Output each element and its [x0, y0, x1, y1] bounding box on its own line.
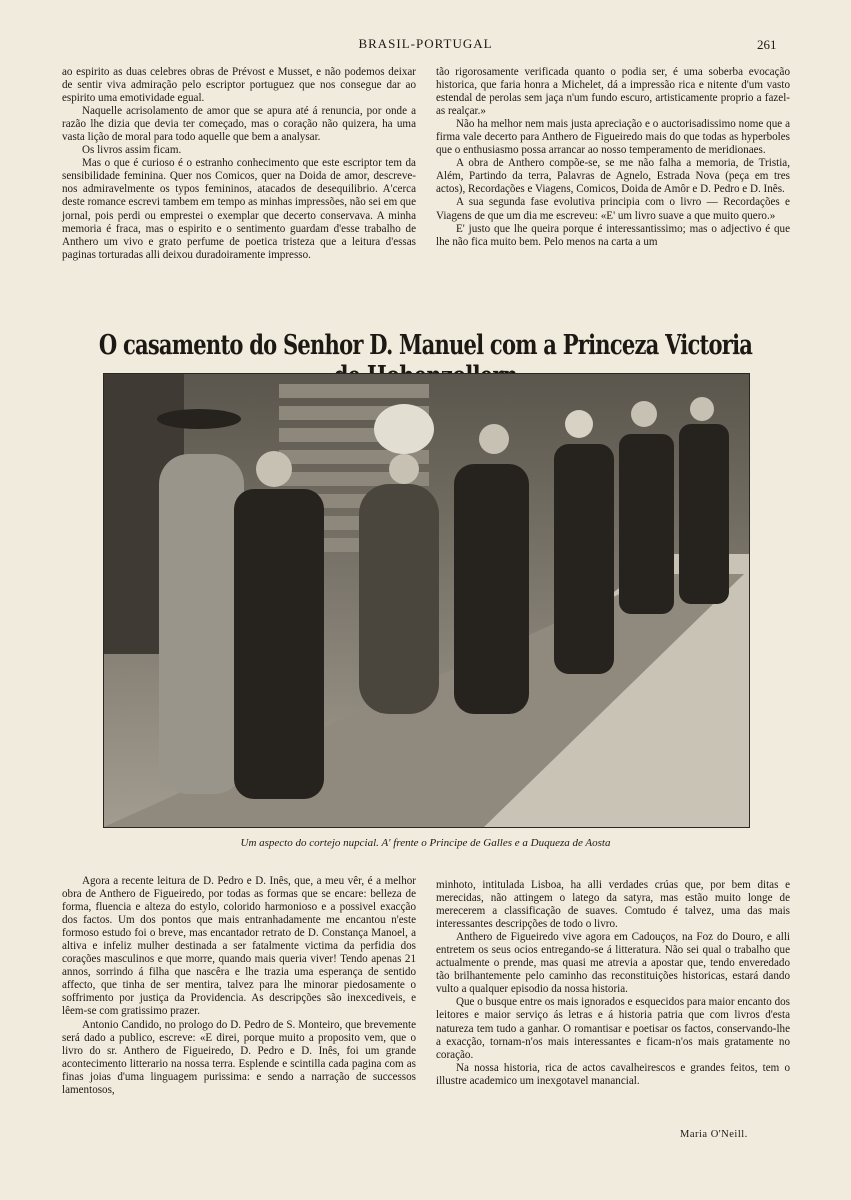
paragraph: Que o busque entre os mais ignorados e esquecidos para maior encanto dos leitores e maior serviço ás letras e á historia patria que com livros d'esta natureza tem tudo a ganhar. O romantisar e poetisar os factos, conservando-lhe a exacção, tornam-n'os mais interessantes e ficam-n'os mais gratamente no coração.: [436, 996, 790, 1061]
paragraph: Os livros assim ficam.: [82, 144, 182, 157]
paragraph: tão rigorosamente verificada quanto o podia ser, é uma soberba evocação historica, que faria honra a Michelet, dá a impressão rica e nitente d'um vasto estendal de perolas sem jaça n'um fundo escuro, artisticamente proprio a fazel-as realçar.»: [436, 66, 790, 118]
paragraph: Anthero de Figueiredo vive agora em Cadouços, na Foz do Douro, e alli entretem os seus ocios entregando-se á litteratura. Não sei qual o trabalho que actualmente o prende, mas quasi me atrevia a apostar que, tendo enveredado tão brilhantemente pelo caminho das reconstituições historicas, estará dando vulto a qualquer episodio da nossa historia.: [436, 931, 790, 996]
paragraph: ao espirito as duas celebres obras de Prévost e Musset, e não podemos deixar de sentir viva admiração pelo escriptor portuguez que nos consegue dar ao espirito uma emotividade egual.: [62, 66, 416, 105]
paragraph: Mas o que é curioso é o estranho conhecimento que este escriptor tem da sensibilidade feminina. Quer nos Comicos, quer na Doida de amor, descreve-nos admiravelmente os typos femininos, atacados de desequilibrio. A'cerca deste romance escrevi tambem em tempo as minhas impressões, não sei em que jornal, pois perdi ou emprestei o exemplar que decerto conservava. A minha memoria é fraca, mas o espirito e o sentimento guardam d'esse trabalho de Anthero um vivo e grato perfume de poetica tristeza que a leitura d'essas paginas torturadas alli deixou duradoiramente impresso.: [62, 157, 416, 261]
paragraph: E' justo que lhe queira porque é interessantissimo; mas o adjectivo é que lhe não fica muito bem. Pelo menos na carta a um: [436, 222, 790, 248]
paragraph: Agora a recente leitura de D. Pedro e D. Inês, que, a meu vêr, é a melhor obra de Anthero de Figueiredo, por todas as formas que se encare: belleza de forma, fluencia e alteza do estylo, colorido harmonioso e a possivel exacção dos factos. Um dos pontos que mais entranhadamente me encantou n'este formoso estudo foi o breve, mas encantador retrato de D. Constança Manoel, a altiva e infeliz mulher destinada a ser fatalmente victima da perfidia dos corações masculinos e que morre, quando mais queria viver! Tendo apenas 21 annos, sorrindo á filha que nascêra e lhe trazia uma esperança de sentido affecto, que tinha de ser mentira, talvez para lhe minorar piedosamente o soffrimento por justiça da Providencia. As descripções são inexcediveis, e lêem-se com gratissimo prazer.: [62, 875, 416, 1018]
article-headline: O casamento do Senhor D. Manuel com a Princeza Victoria: [98, 330, 753, 361]
paragraph: Antonio Candido, no prologo do D. Pedro de S. Monteiro, que brevemente será dado a publico, escreve: «E direi, porque muito a proposito vem, que o livro do sr. Anthero de Figueiredo, D. Pedro e D. Inês, foi um grande acontecimento litterario na nossa terra. Esplende e scintilla cada pagina com as finas joias d'uma linguagem purissima: e sendo a narração de successos lamentosos,: [62, 1018, 416, 1096]
paragraph: Não ha melhor nem mais justa apreciação e o auctorisadissimo nome que a firma vale decerto para Anthero de Figueiredo mais do que todas as hyperboles que o enthusiasmo possa arrancar ao nosso temperamento de meridionaes.: [436, 118, 790, 157]
paragraph: Na nossa historia, rica de actos cavalheirescos e grandes feitos, tem o illustre academico um inexgotavel manancial.: [436, 1061, 790, 1087]
page-number: 261: [757, 37, 777, 52]
paragraph: A sua segunda fase evolutiva principia com o livro — Recordações e Viagens de que um dia me escreveu: «E' um livro suave a que muito quero.»: [436, 196, 790, 222]
top-right-column: [436, 66, 790, 249]
paragraph: minhoto, intitulada Lisboa, ha alli verdades crúas que, por bem ditas e merecidas, não attingem o latego da satyra, mas estão muito longe de merecerem a classificação de suaves. Comtudo é talvez, uma das mais interessantes descripções de todo o livro.: [436, 879, 790, 931]
wedding-procession-photo: [103, 373, 750, 828]
bottom-left-column: [62, 875, 416, 1097]
running-head: BRASIL-PORTUGAL: [358, 36, 493, 51]
top-left-column: [62, 66, 416, 262]
paragraph: A obra de Anthero compõe-se, se me não falha a memoria, de Tristia, Além, Partindo da terra, Palavras de Agnelo, Estrada Nova (peça em tres actos), Recordações e Viagens, Comicos, Doida de Amôr e D. Pedro e D. Inês.: [436, 157, 790, 196]
bottom-right-column: [436, 879, 790, 1088]
photo-illustration: [104, 374, 749, 827]
paragraph: Naquelle acrisolamento de amor que se apura até á renuncia, por onde a razão lhe dizia que devia ter começado, mas o coração não quizera, ha uma vasta lição de moral para todo aquelle que bem a analysar.: [62, 105, 416, 144]
author-signature: Maria O'Neill.: [680, 1129, 748, 1140]
photo-caption: Um aspecto do cortejo nupcial. A' frente o Principe de Galles e a Duqueza de Aosta: [240, 837, 611, 849]
